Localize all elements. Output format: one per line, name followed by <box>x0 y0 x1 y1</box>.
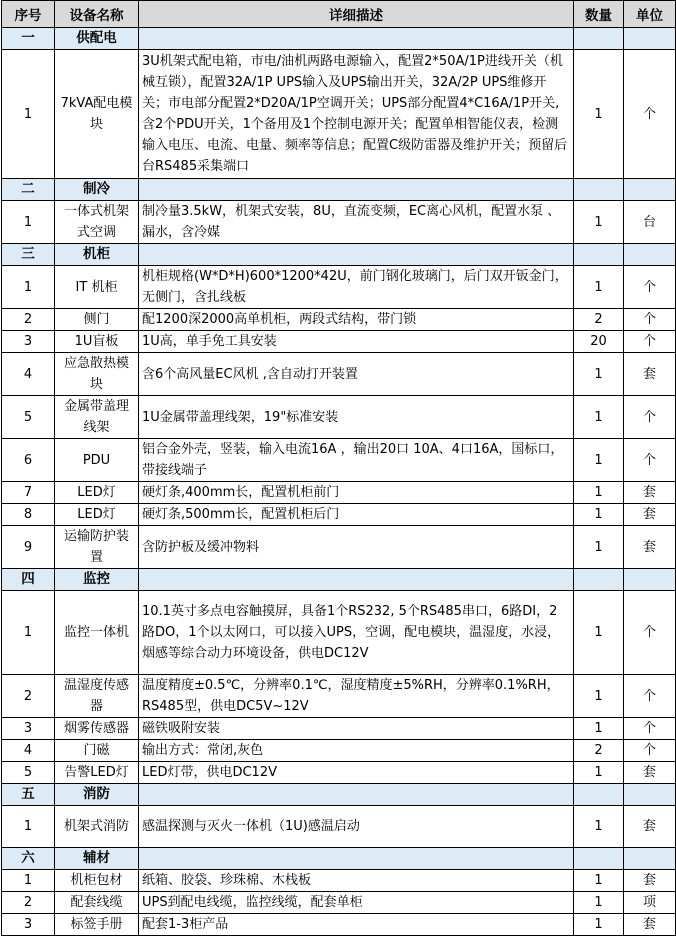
row-seq: 4 <box>2 740 55 762</box>
table-row <box>2 718 676 740</box>
table-row <box>2 309 676 331</box>
table-row <box>2 396 676 439</box>
row-unit: 套 <box>624 806 676 848</box>
section-number: 六 <box>2 848 55 870</box>
row-seq: 4 <box>2 353 55 396</box>
table-row <box>2 482 676 504</box>
table-row <box>2 353 676 396</box>
table-row <box>2 266 676 309</box>
row-desc: 铝合金外壳，竖装，输入电流16A ，输出20口 10A、4口16A，国标口，带接线端子 <box>139 439 574 482</box>
row-qty: 1 <box>574 526 624 569</box>
row-qty: 1 <box>574 870 624 892</box>
row-seq: 5 <box>2 762 55 784</box>
row-qty: 1 <box>574 914 624 936</box>
section-row <box>2 244 676 266</box>
section-title: 机柜 <box>55 244 139 266</box>
row-desc: 配1200深2000高单机柜，两段式结构，带门锁 <box>139 309 574 331</box>
row-name: 运输防护装置 <box>55 526 139 569</box>
row-qty: 1 <box>574 892 624 914</box>
row-desc: 纸箱、胶袋、珍珠棉、木栈板 <box>139 870 574 892</box>
row-seq: 2 <box>2 675 55 718</box>
section-number: 一 <box>2 28 55 50</box>
row-seq: 1 <box>2 266 55 309</box>
row-name: 门磁 <box>55 740 139 762</box>
row-qty: 1 <box>574 396 624 439</box>
row-unit: 套 <box>624 482 676 504</box>
table-row <box>2 914 676 936</box>
row-unit: 套 <box>624 504 676 526</box>
row-desc: 1U高，单手免工具安装 <box>139 331 574 353</box>
row-qty: 1 <box>574 201 624 244</box>
row-desc: LED灯带，供电DC12V <box>139 762 574 784</box>
row-name: 机柜包材 <box>55 870 139 892</box>
row-name: 烟雾传感器 <box>55 718 139 740</box>
section-title: 供配电 <box>55 28 139 50</box>
table-row <box>2 331 676 353</box>
row-desc: 磁铁吸附安装 <box>139 718 574 740</box>
section-title: 监控 <box>55 569 139 591</box>
section-number: 五 <box>2 784 55 806</box>
table-row <box>2 504 676 526</box>
row-name: LED灯 <box>55 504 139 526</box>
row-name: 机架式消防 <box>55 806 139 848</box>
row-unit: 套 <box>624 526 676 569</box>
row-desc: 制冷量3.5kW，机架式安装，8U，直流变频，EC离心风机，配置水泵 、漏水，含冷媒 <box>139 201 574 244</box>
row-qty: 1 <box>574 439 624 482</box>
table-row <box>2 526 676 569</box>
table-row <box>2 870 676 892</box>
row-name: PDU <box>55 439 139 482</box>
equipment-table <box>1 0 676 936</box>
row-seq: 1 <box>2 591 55 675</box>
row-unit: 个 <box>624 439 676 482</box>
row-name: 告警LED灯 <box>55 762 139 784</box>
row-seq: 1 <box>2 806 55 848</box>
row-desc: 硬灯条,400mm长，配置机柜前门 <box>139 482 574 504</box>
section-row <box>2 179 676 201</box>
row-name: 应急散热模块 <box>55 353 139 396</box>
table-row <box>2 201 676 244</box>
section-row <box>2 569 676 591</box>
row-qty: 20 <box>574 331 624 353</box>
row-name: 监控一体机 <box>55 591 139 675</box>
row-name: 标签手册 <box>55 914 139 936</box>
row-unit: 个 <box>624 266 676 309</box>
row-qty: 1 <box>574 718 624 740</box>
section-row <box>2 784 676 806</box>
row-name: 一体式机架式空调 <box>55 201 139 244</box>
row-name: 金属带盖理线架 <box>55 396 139 439</box>
row-desc: 硬灯条,500mm长，配置机柜后门 <box>139 504 574 526</box>
row-seq: 1 <box>2 50 55 179</box>
row-desc: 3U机架式配电箱，市电/油机两路电源输入，配置2*50A/1P进线开关（机械互锁），配置32A/1P UPS输入及UPS输出开关，32A/2P UPS维修开关；市电部分配置2*D20A/1P空调开关；UPS部分配置4*C16A/1P开关,含2个PDU开关，1个备用及1个控制电源开关；配置单相智能仪表，检测输入电压、电流、电量、频率等信息；配置C级防雷器及维护开关；预留后台RS485采集端口 <box>139 50 574 179</box>
row-qty: 2 <box>574 740 624 762</box>
row-qty: 1 <box>574 806 624 848</box>
row-seq: 7 <box>2 482 55 504</box>
table-row <box>2 439 676 482</box>
row-seq: 3 <box>2 718 55 740</box>
row-seq: 9 <box>2 526 55 569</box>
row-desc: 10.1英寸多点电容触摸屏，具备1个RS232, 5个RS485串口，6路DI，2路DO，1个以太网口，可以接入UPS，空调，配电模块，温湿度，水浸，烟感等综合动力环境设备，供电DC12V <box>139 591 574 675</box>
row-name: 1U盲板 <box>55 331 139 353</box>
row-qty: 1 <box>574 482 624 504</box>
row-unit: 套 <box>624 353 676 396</box>
row-seq: 8 <box>2 504 55 526</box>
header-desc: 详细描述 <box>139 1 574 28</box>
row-seq: 1 <box>2 201 55 244</box>
row-seq: 2 <box>2 309 55 331</box>
row-name: IT 机柜 <box>55 266 139 309</box>
row-unit: 个 <box>624 331 676 353</box>
row-desc: UPS到配电线缆，监控线缆，配套单柜 <box>139 892 574 914</box>
row-unit: 项 <box>624 892 676 914</box>
header-qty: 数量 <box>574 1 624 28</box>
header-name: 设备名称 <box>55 1 139 28</box>
table-row <box>2 740 676 762</box>
row-unit: 个 <box>624 591 676 675</box>
row-name: 7kVA配电模块 <box>55 50 139 179</box>
row-unit: 套 <box>624 870 676 892</box>
row-unit: 个 <box>624 718 676 740</box>
table-row <box>2 50 676 179</box>
header-row <box>2 1 676 28</box>
row-desc: 机柜规格(W*D*H)600*1200*42U，前门钢化玻璃门，后门双开钣金门，无侧门，含扎线板 <box>139 266 574 309</box>
section-number: 二 <box>2 179 55 201</box>
row-unit: 个 <box>624 675 676 718</box>
header-unit: 单位 <box>624 1 676 28</box>
row-qty: 1 <box>574 504 624 526</box>
header-seq: 序号 <box>2 1 55 28</box>
row-qty: 1 <box>574 762 624 784</box>
row-desc: 感温探测与灭火一体机（1U)感温启动 <box>139 806 574 848</box>
section-title: 制冷 <box>55 179 139 201</box>
row-qty: 1 <box>574 675 624 718</box>
row-name: LED灯 <box>55 482 139 504</box>
table-row <box>2 806 676 848</box>
table-row <box>2 675 676 718</box>
row-desc: 1U金属带盖理线架，19"标准安装 <box>139 396 574 439</box>
row-unit: 个 <box>624 309 676 331</box>
row-seq: 3 <box>2 331 55 353</box>
row-name: 配套线缆 <box>55 892 139 914</box>
row-unit: 台 <box>624 201 676 244</box>
section-title: 消防 <box>55 784 139 806</box>
row-qty: 1 <box>574 266 624 309</box>
row-desc: 含6个高风量EC风机 ,含自动打开装置 <box>139 353 574 396</box>
row-unit: 个 <box>624 396 676 439</box>
row-desc: 配套1-3柜产品 <box>139 914 574 936</box>
row-desc: 输出方式：常闭,灰色 <box>139 740 574 762</box>
row-qty: 2 <box>574 309 624 331</box>
row-unit: 套 <box>624 914 676 936</box>
section-row <box>2 28 676 50</box>
section-number: 四 <box>2 569 55 591</box>
row-desc: 含防护板及缓冲物料 <box>139 526 574 569</box>
row-seq: 3 <box>2 914 55 936</box>
row-qty: 1 <box>574 353 624 396</box>
row-seq: 6 <box>2 439 55 482</box>
section-number: 三 <box>2 244 55 266</box>
row-name: 侧门 <box>55 309 139 331</box>
section-row <box>2 848 676 870</box>
row-seq: 1 <box>2 870 55 892</box>
section-title: 辅材 <box>55 848 139 870</box>
row-unit: 套 <box>624 762 676 784</box>
table-row <box>2 591 676 675</box>
row-qty: 1 <box>574 50 624 179</box>
row-unit: 个 <box>624 50 676 179</box>
row-seq: 5 <box>2 396 55 439</box>
row-qty: 1 <box>574 591 624 675</box>
row-desc: 温度精度±0.5℃，分辨率0.1℃，湿度精度±5%RH，分辨率0.1%RH，RS485型，供电DC5V~12V <box>139 675 574 718</box>
row-seq: 2 <box>2 892 55 914</box>
table-row <box>2 892 676 914</box>
row-unit: 个 <box>624 740 676 762</box>
table-row <box>2 762 676 784</box>
row-name: 温湿度传感器 <box>55 675 139 718</box>
